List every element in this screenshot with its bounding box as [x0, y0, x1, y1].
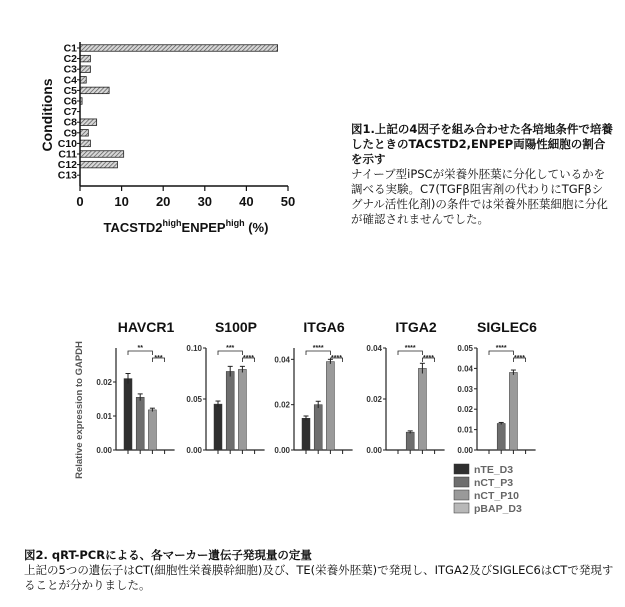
- fig1-y-axis-label: Conditions: [39, 78, 55, 152]
- fig2-sig-label: ***: [226, 345, 235, 352]
- fig2-legend-swatch: [454, 490, 469, 500]
- fig2-y-tick-label: 0.03: [457, 384, 473, 394]
- fig1-x-tick-label: 40: [239, 194, 254, 209]
- fig2-bar-nte_d3: [124, 379, 132, 450]
- fig1-bar: [80, 161, 117, 168]
- fig2-caption-title: 図2. qRT-PCRによる、各マーカー遺伝子発現量の定量: [24, 548, 312, 562]
- fig1-x-tick-label: 10: [114, 194, 129, 209]
- fig2-sig-label: ****: [404, 345, 416, 352]
- fig2-bar-nct_p10: [238, 369, 246, 450]
- fig2-sig-label: **: [137, 345, 143, 352]
- fig2-panel-itga6: [274, 319, 352, 455]
- fig2-panel-itga2: [366, 319, 444, 455]
- fig2-y-tick-label: 0.10: [186, 344, 202, 353]
- fig1-bar: [80, 140, 90, 147]
- fig2-y-tick-label: 0.04: [366, 344, 382, 353]
- fig1-bar: [80, 45, 278, 52]
- fig2-bar-nct_p10: [326, 362, 334, 450]
- fig1-x-tick-label: 50: [280, 194, 296, 209]
- fig2-sig-label: ****: [495, 345, 507, 352]
- fig2-gene-title: HAVCR1: [117, 319, 175, 335]
- fig2-y-tick-label: 0.02: [274, 400, 290, 410]
- fig1-category-label: C9: [63, 127, 77, 140]
- fig2-sig-label: ****: [331, 355, 342, 362]
- fig2-legend-label: nCT_P10: [474, 490, 519, 502]
- fig2-caption-body: 上記の5つの遺伝子はCT(細胞性栄養膜幹細胞)及び、TE(栄養外胚葉)で発現し、ITGA2及びSIGLEC6はCTで発現することが分かりました。: [24, 563, 614, 592]
- fig2-y-tick-label: 0.00: [274, 446, 290, 455]
- fig2-panel-s100p: [186, 319, 264, 455]
- fig2-caption: [24, 548, 614, 593]
- fig1-x-tick-label: 0: [76, 194, 84, 209]
- fig1-bar: [80, 77, 86, 84]
- fig1-bar: [80, 66, 90, 73]
- fig1-category-label: C11: [58, 148, 77, 161]
- fig1-caption-body: ナイーブ型iPSCが栄養外胚葉に分化しているかを調べる実験。C7(TGFβ阻害剤の代わりにTGFβシグナル活性化剤)の条件では栄養外胚葉細胞に分化が確認されませんでした。: [351, 167, 608, 226]
- fig2-legend-label: nTE_D3: [474, 464, 514, 476]
- fig2-bar-nct_p3: [314, 405, 322, 450]
- fig2-y-tick-label: 0.00: [457, 446, 473, 455]
- fig1-category-label: C5: [63, 84, 77, 97]
- fig2-legend-swatch: [454, 477, 469, 487]
- fig1-bar: [80, 151, 124, 158]
- fig1-x-tick-label: 20: [155, 194, 171, 209]
- fig2-legend-item: [454, 464, 513, 476]
- fig2-bar-nct_p3: [136, 397, 144, 450]
- fig1-bar: [80, 119, 97, 126]
- fig1-category-label: C7: [63, 106, 77, 119]
- fig1-x-tick-label: 30: [197, 194, 213, 209]
- fig2-y-tick-label: 0.01: [96, 412, 112, 421]
- fig1-bar: [80, 55, 90, 62]
- fig1-category-label: C6: [63, 95, 77, 108]
- fig1-x-axis-label: $TACSTD2^{high}ENPEP^{high}$ (%): [103, 218, 269, 235]
- fig2-legend-label: pBAP_D3: [474, 503, 522, 515]
- fig2-sig-label: ***: [154, 355, 163, 362]
- fig2-bar-nte_d3: [302, 418, 310, 450]
- fig2-y-tick-label: 0.00: [366, 446, 382, 455]
- fig2-y-tick-label: 0.04: [457, 364, 473, 374]
- fig2-bar-nct_p10: [148, 410, 156, 450]
- fig2-legend-item: [454, 490, 519, 502]
- fig2-gene-title: ITGA2: [395, 319, 437, 335]
- fig2-y-tick-label: 0.05: [186, 395, 202, 404]
- fig2-y-tick-label: 0.00: [96, 446, 112, 455]
- fig1-bar: [80, 130, 88, 137]
- fig2-bar-nct_p3: [497, 423, 505, 450]
- fig1-category-label: C2: [63, 53, 77, 66]
- fig2-legend-label: nCT_P3: [474, 477, 514, 489]
- fig2-legend-item: [454, 477, 513, 489]
- fig2-sig-label: ****: [312, 345, 324, 352]
- fig1-category-label: C3: [63, 63, 77, 76]
- fig1-category-label: C4: [63, 74, 77, 87]
- fig2-y-tick-label: 0.01: [457, 425, 473, 435]
- fig2-gene-title: SIGLEC6: [477, 319, 537, 335]
- fig2-chart: [0, 310, 625, 520]
- fig1-category-label: C13: [57, 169, 77, 182]
- fig2-panel-havcr1: [96, 319, 174, 455]
- fig2-gene-title: ITGA6: [303, 319, 345, 335]
- fig2-y-tick-label: 0.02: [366, 395, 382, 404]
- fig2-y-tick-label: 0.02: [457, 405, 473, 415]
- fig2-y-tick-label: 0.04: [274, 355, 290, 365]
- fig1-category-label: C8: [63, 116, 77, 129]
- fig1-caption: [351, 122, 613, 227]
- fig1-chart: [0, 0, 300, 250]
- fig1-caption-title: 図1.上記の4因子を組み合わせた各培地条件で培養したときのTACSTD2,ENPEP両陽性細胞の割合を示す: [351, 122, 613, 166]
- fig2-gene-title: S100P: [214, 319, 258, 335]
- fig2-bar-nct_p3: [406, 432, 414, 450]
- fig1-category-label: C12: [57, 159, 77, 172]
- fig2-sig-label: ****: [423, 355, 434, 362]
- fig2-bar-nte_d3: [214, 404, 222, 450]
- fig2-y-tick-label: 0.00: [186, 446, 202, 455]
- fig2-y-tick-label: 0.02: [96, 378, 112, 387]
- fig2-legend-swatch: [454, 464, 469, 474]
- fig1-bar: [80, 87, 109, 94]
- fig2-bar-nct_p3: [226, 371, 234, 450]
- fig2-panel-siglec6: [457, 319, 537, 455]
- fig2-bar-nct_p10: [418, 368, 426, 450]
- fig2-bar-nct_p10: [509, 372, 517, 450]
- fig2-y-axis-label: Relative expression to GAPDH: [74, 341, 85, 479]
- fig2-legend-swatch: [454, 503, 469, 513]
- fig2-y-tick-label: 0.05: [457, 344, 473, 353]
- fig1-category-label: C1: [63, 42, 77, 55]
- fig2-sig-label: ****: [514, 355, 525, 362]
- fig1-category-label: C10: [57, 137, 77, 150]
- fig2-sig-label: ****: [243, 355, 254, 362]
- fig2-legend-item: [454, 503, 522, 515]
